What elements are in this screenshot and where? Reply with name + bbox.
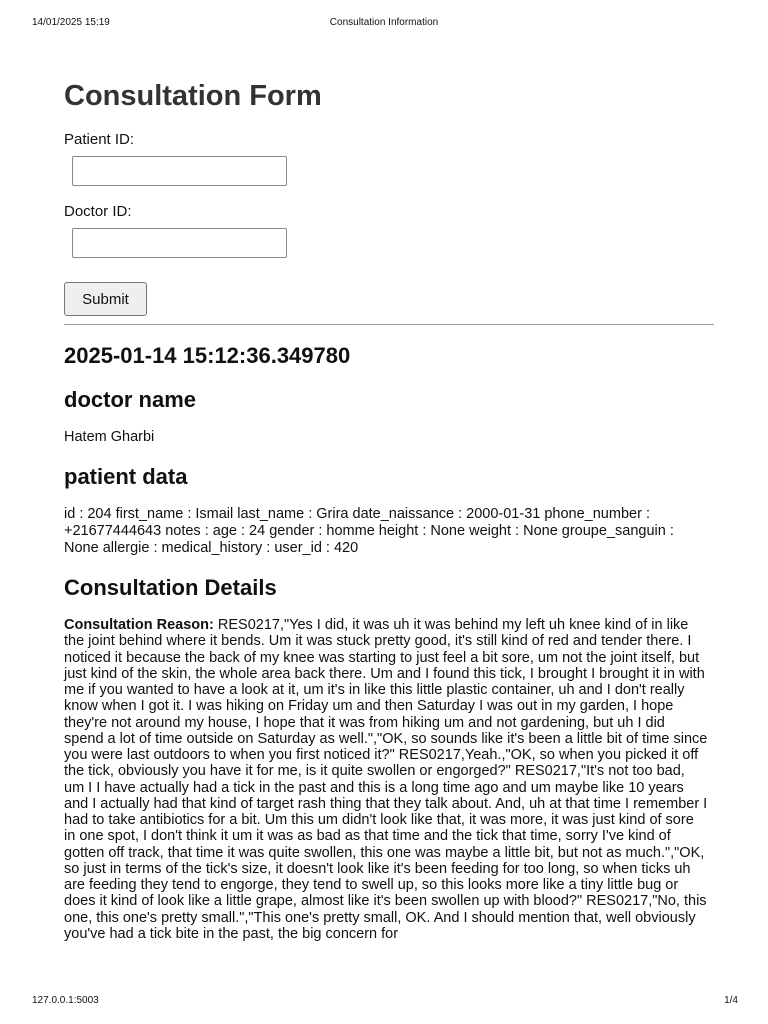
main-content	[64, 78, 708, 942]
doctor-id-input[interactable]	[72, 228, 287, 258]
consultation-reason-text: RES0217,"Yes I did, it was uh it was behind my left uh knee kind of in like the joint behind where it bends. Um it was stuck pretty good, it's still kind of red and tender there. I noticed it because the back of my knee was starting to just feel a bit sore, um not the joint itself, but just kind of the skin, the whole area back there. Um and I found this tick, I brought I brought it in with me if you wanted to have a look at it, um it's in like this little plastic container, uh and I don't really know when I got it. I was hiking on Friday um and then Saturday I was out in my garden, I hope they're not around my house, I hope that it was from hiking um and not gardening, but uh I did spend a lot of time outside on Saturday as well.","OK, so sounds like it's been a little bit of time since you were last outdoors to when you first noticed it?" RES0217,Yeah.,"OK, so when you picked it off the tick, obviously you have it for me, is it quite swollen or engorged?" RES0217,"It's not too bad, um I I have actually had a tick in the past and this is a long time ago and um maybe like 10 years and I actually had that kind of target rash thing that they talk about. And, uh at that time I remember I had to take antibiotics for a bit. Um this um didn't look like that, it was more, it was just kind of sore in one spot, I don't think it um it was as bad as that time and the tick that time, sorry I've kind of gotten off track, that time it was quite swollen, this one was maybe a little bit, but not as much.","OK, so just in terms of the tick's size, it doesn't look like it's been feeding for too long, so when ticks uh are feeding they tend to engorge, they tend to swell up, so this looks more like a tiny little bug or does it kind of look like a little grape, almost like it's been swollen up with blood?" RES0217,"No, this one, this one's pretty small.","This one's pretty small, OK. And I should mention that, well obviously you've had a tick bite in the past, the big concern for	[64, 617, 708, 942]
doctor-id-label: Doctor ID:	[64, 203, 132, 220]
print-date: 14/01/2025 15:19	[32, 17, 110, 28]
divider	[64, 324, 714, 325]
consultation-timestamp: 2025-01-14 15:12:36.349780	[64, 343, 351, 368]
print-page-title: Consultation Information	[329, 17, 439, 28]
print-url: 127.0.0.1:5003	[32, 995, 99, 1006]
submit-button[interactable]: Submit	[64, 282, 147, 316]
consultation-reason	[64, 617, 708, 942]
patient-data-heading: patient data	[64, 464, 188, 489]
consultation-details-heading: Consultation Details	[64, 575, 277, 600]
consultation-reason-label: Consultation Reason:	[64, 617, 214, 633]
patient-data-text: id : 204 first_name : Ismail last_name : Grira date_naissance : 2000-01-31 phone_number : +21677444643 notes : age : 24 gender : homme height : None weight : None groupe_sanguin : None allergie : medical_history : user_id : 420	[64, 506, 674, 556]
doctor-name-value: Hatem Gharbi	[64, 429, 155, 445]
doctor-name-heading: doctor name	[64, 387, 197, 412]
form-heading: Consultation Form	[64, 80, 322, 112]
consultation-form	[64, 131, 708, 316]
print-page-number: 1/4	[724, 995, 738, 1006]
patient-id-input[interactable]	[72, 156, 287, 186]
patient-id-label: Patient ID:	[64, 131, 135, 148]
